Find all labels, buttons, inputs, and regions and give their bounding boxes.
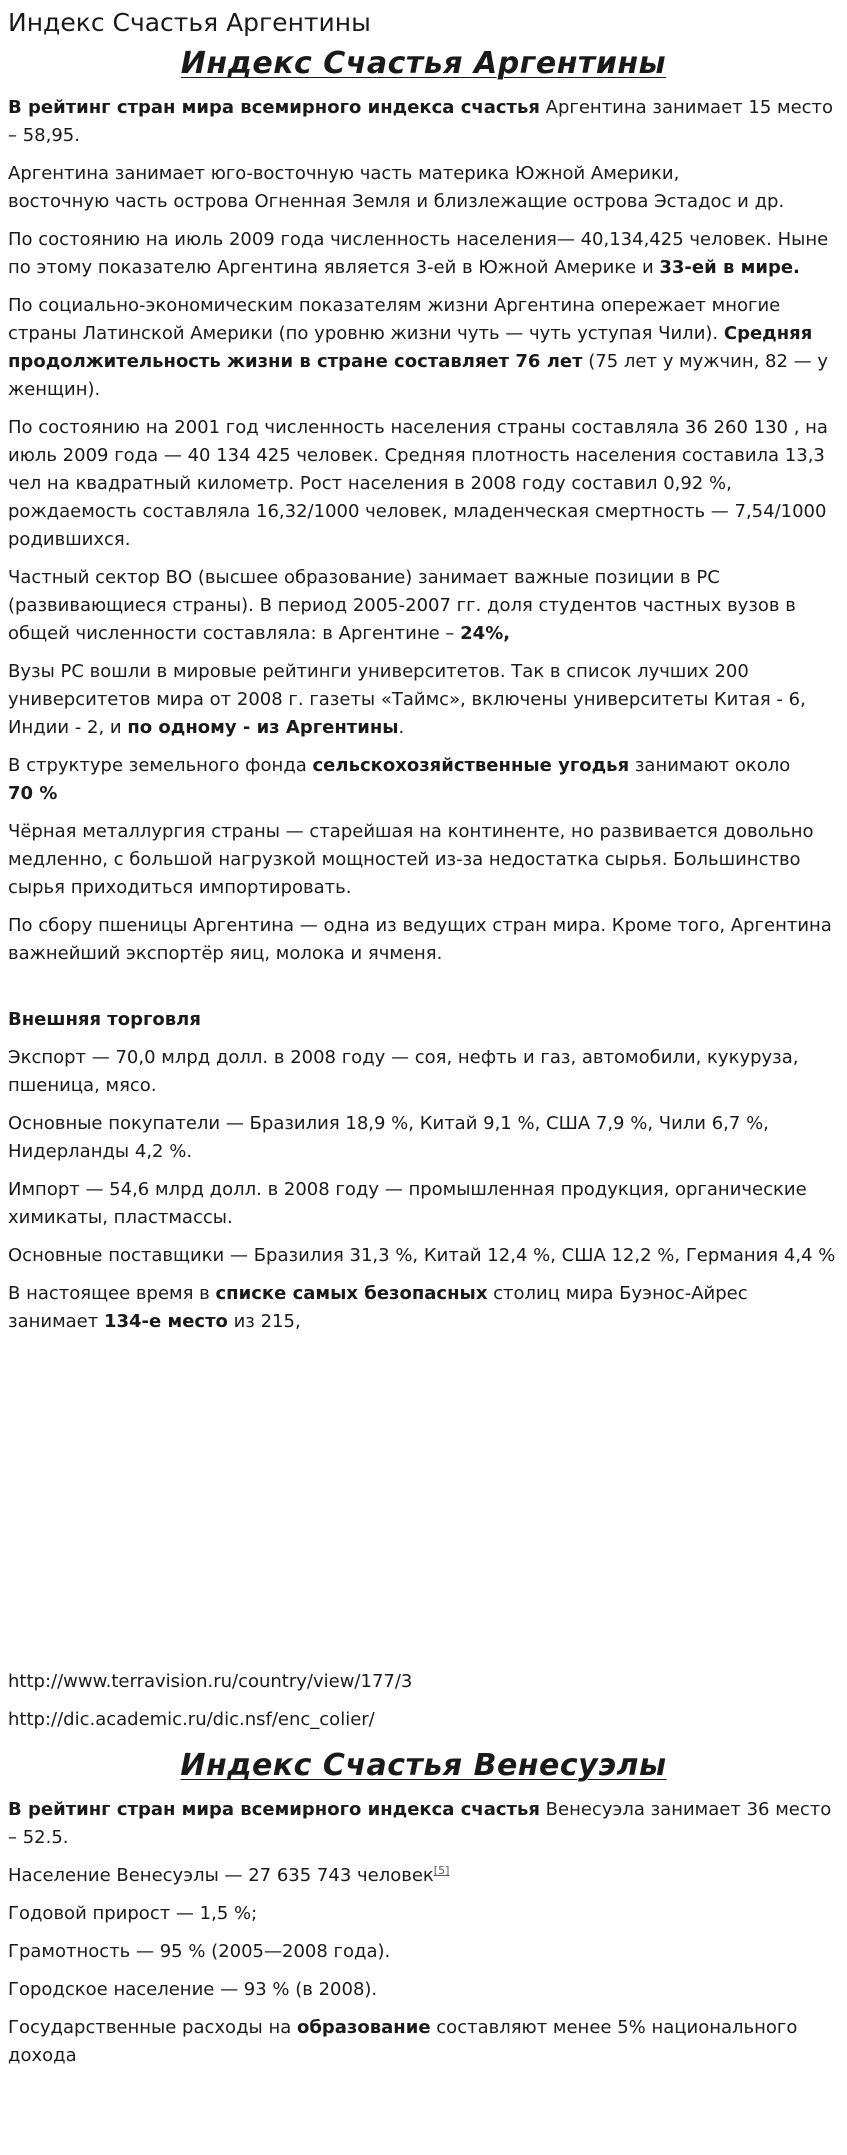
- argentina-agriculture-paragraph: По сбору пшеницы Аргентина — одна из ведущих стран мира. Кроме того, Аргентина важнейший экспортёр яиц, молока и ячменя.: [8, 915, 832, 964]
- text: из 215,: [227, 1311, 301, 1332]
- safety-ranking-paragraph: [8, 1280, 839, 1336]
- bold-text: В рейтинг стран мира всемирного индекса счастья: [8, 97, 540, 118]
- text: занимают около: [629, 755, 791, 776]
- argentina-socioeconomic-paragraph: [8, 292, 839, 404]
- argentina-heading: Индекс Счастья Аргентины: [180, 46, 667, 81]
- argentina-demographics-paragraph: По состоянию на 2001 год численность населения страны составляла 36 260 130 , на июль 2009 года — 40 134 425 человек. Средняя плотность населения составила 13,3 чел на квадратный километр. Рост населения в 2008 году составил 0,92 %, рождаемость составляла 16,32/1000 человек, младенческая смертность — 7,54/1000 родившихся.: [8, 417, 828, 550]
- text: Частный сектор ВО (высшее образование) занимает важные позиции в РС (развивающиеся страны). В период 2005-2007 гг. доля студентов частных вузов в общей численности составляла: в Аргентине –: [8, 567, 796, 644]
- text: Аргентина занимает 15 место – 58,95.: [8, 97, 834, 146]
- argentina-education-paragraph: [8, 564, 839, 648]
- bold-text: сельскохозяйственные угодья: [312, 755, 630, 776]
- source-link-terravision[interactable]: http://www.terravision.ru/country/view/177/3: [8, 1671, 413, 1692]
- text: Население Венесуэлы — 27 635 743 человек: [8, 1865, 434, 1886]
- trade-section-title: Внешняя торговля: [8, 1009, 201, 1030]
- text: По социально-экономическим показателям жизни Аргентина опережает многие страны Латинской Америки (по уровню жизни чуть — чуть уступая Чили).: [8, 295, 781, 344]
- venezuela-rank-paragraph: [8, 1796, 839, 1852]
- trade-export-paragraph: Экспорт — 70,0 млрд долл. в 2008 году — соя, нефть и газ, автомобили, кукуруза, пшеница, мясо.: [8, 1047, 799, 1096]
- document-page: [0, 8, 847, 2155]
- text: В структуре земельного фонда: [8, 755, 313, 776]
- argentina-land-paragraph: [8, 752, 839, 808]
- argentina-universities-paragraph: [8, 658, 839, 742]
- argentina-metallurgy-paragraph: Чёрная металлургия страны — старейшая на континенте, но развивается довольно медленно, с большой нагрузкой мощностей из-за недостатка сырья. Большинство сырья приходиться импортировать.: [8, 821, 814, 898]
- bold-text: по одному - из Аргентины: [127, 717, 399, 738]
- bold-text: 24%,: [460, 623, 511, 644]
- text: Вузы РС вошли в мировые рейтинги университетов. Так в список лучших 200 университетов мира от 2008 г. газеты «Таймс», включены университеты Китая - 6, Индии - 2, и: [8, 661, 806, 738]
- argentina-population-paragraph: [8, 226, 839, 282]
- trade-import-paragraph: Импорт — 54,6 млрд долл. в 2008 году — промышленная продукция, органические химикаты, пластмассы.: [8, 1179, 807, 1228]
- bold-text: Средняя продолжительность жизни в стране составляет 76 лет: [8, 323, 813, 372]
- argentina-rank-paragraph: [8, 94, 839, 150]
- text: составляют менее 5% национального дохода: [8, 2017, 798, 2066]
- argentina-geography-paragraph: [8, 160, 839, 216]
- text: (75 лет у мужчин, 82 — у женщин).: [8, 351, 829, 400]
- text: В настоящее время в: [8, 1283, 216, 1304]
- document-title: Индекс Счастья Аргентины: [8, 8, 371, 37]
- bold-text: списке самых безопасных: [215, 1283, 488, 1304]
- text: По состоянию на июль 2009 года численность населения— 40,134,425 человек. Ныне по этому показателю Аргентина является 3-ей в Южной Америке и: [8, 229, 829, 278]
- trade-suppliers-paragraph: Основные поставщики — Бразилия 31,3 %, Китай 12,4 %, США 12,2 %, Германия 4,4 %: [8, 1245, 836, 1266]
- text: Венесуэла занимает 36 место – 52.5.: [8, 1799, 832, 1848]
- text: .: [398, 717, 405, 738]
- venezuela-heading: Индекс Счастья Венесуэлы: [180, 1748, 667, 1783]
- venezuela-urban-paragraph: Городское население — 93 % (в 2008).: [8, 1979, 378, 2000]
- text: столиц мира Буэнос-Айрес занимает: [8, 1283, 748, 1332]
- bold-text: В рейтинг стран мира всемирного индекса счастья: [8, 1799, 540, 1820]
- text: восточную часть острова Огненная Земля и близлежащие острова Эстадос и др.: [8, 191, 785, 212]
- venezuela-literacy-paragraph: Грамотность — 95 % (2005—2008 года).: [8, 1941, 391, 1962]
- trade-buyers-paragraph: Основные покупатели — Бразилия 18,9 %, Китай 9,1 %, США 7,9 %, Чили 6,7 %, Нидерланды 4,2 %.: [8, 1113, 769, 1162]
- source-link-academic[interactable]: http://dic.academic.ru/dic.nsf/enc_colier/: [8, 1709, 375, 1730]
- venezuela-growth-paragraph: Годовой прирост — 1,5 %;: [8, 1903, 258, 1924]
- bold-text: 70 %: [8, 783, 58, 804]
- blank-space: [8, 1346, 839, 1668]
- bold-text: образование: [296, 2017, 431, 2038]
- bold-text: 33-ей в мире.: [659, 257, 800, 278]
- text: Государственные расходы на: [8, 2017, 297, 2038]
- text: Аргентина занимает юго-восточную часть материка Южной Америки,: [8, 163, 680, 184]
- bold-text: 134-е место: [103, 1311, 228, 1332]
- venezuela-education-paragraph: [8, 2014, 839, 2070]
- footnote-reference[interactable]: [5]: [433, 1864, 450, 1877]
- venezuela-population-paragraph: [8, 1862, 839, 1890]
